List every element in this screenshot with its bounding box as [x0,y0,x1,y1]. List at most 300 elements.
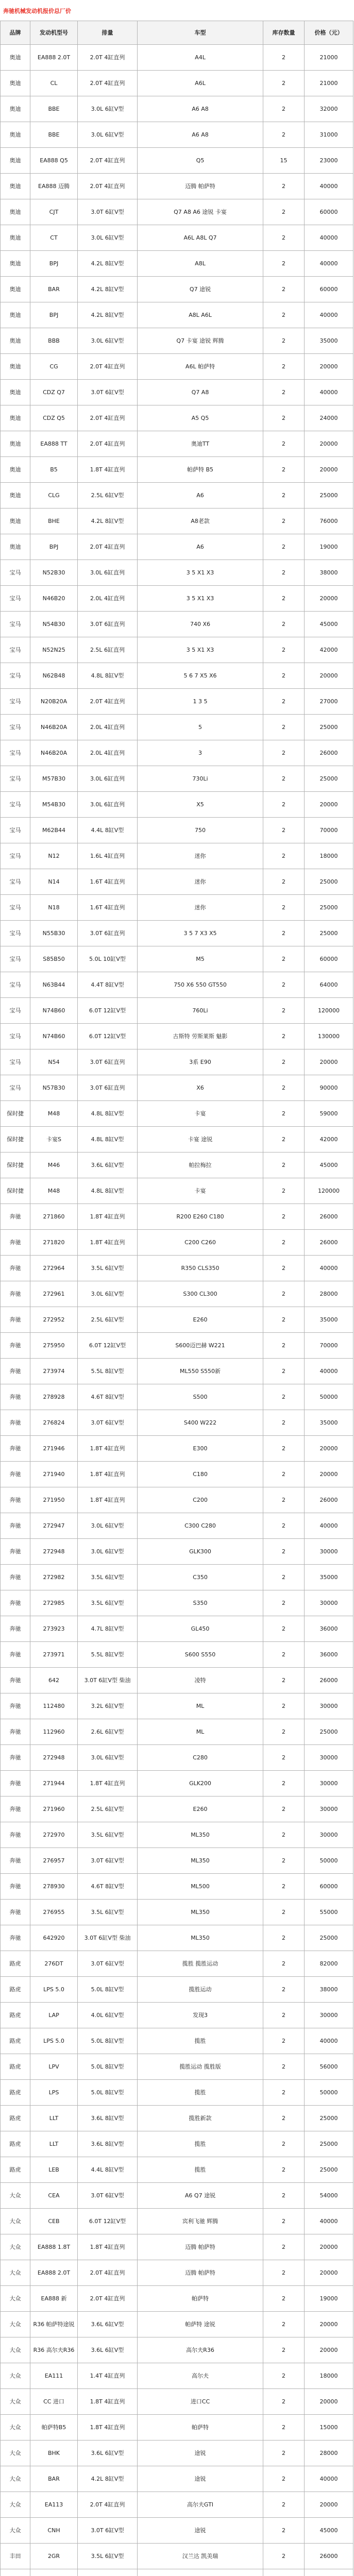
table-row [1,2312,353,2337]
cell-brand: 保时捷 [1,1101,30,1127]
cell-price: 21000 [305,45,353,71]
cell-displacement: 1.4T 4缸直列 [78,2363,138,2389]
cell-car-models: GL450 [138,1616,263,1642]
cell-stock: 2 [263,2157,305,2183]
cell-car-models: E260 [138,1307,263,1333]
cell-displacement: 1.6T 4缸直列 [78,895,138,921]
cell-displacement: 3.0T 6缸直列 [78,921,138,946]
table-row [1,2441,353,2466]
cell-engine-model: CC 进口 [30,2389,78,2415]
price-table [0,21,353,2576]
cell-brand: 奔驰 [1,1436,30,1462]
cell-brand: 奔驰 [1,1487,30,1513]
cell-price: 40000 [305,2209,353,2234]
cell-engine-model: R36 帕萨特途锐 [30,2312,78,2337]
cell-displacement: 6.0T 12缸V型 [78,998,138,1024]
cell-price: 25000 [305,483,353,509]
table-row [1,174,353,199]
cell-brand: 奥迪 [1,174,30,199]
cell-brand: 奔驰 [1,1256,30,1281]
cell-stock: 2 [263,2544,305,2569]
cell-brand: 路虎 [1,2080,30,2106]
cell-engine-model: 112480 [30,1693,78,1719]
cell-stock: 2 [263,1822,305,1848]
cell-stock: 2 [263,174,305,199]
cell-brand: 奔驰 [1,1848,30,1874]
cell-car-models: Q7 途锐 [138,277,263,302]
cell-price: 28000 [305,2441,353,2466]
cell-car-models: 3 5 X1 X3 [138,637,263,663]
cell-brand: 保时捷 [1,1127,30,1153]
cell-price: 20000 [305,2260,353,2286]
cell-car-models: ML550 S550新 [138,1359,263,1384]
cell-stock: 2 [263,2441,305,2466]
table-row [1,328,353,354]
cell-stock: 2 [263,1024,305,1049]
cell-stock: 2 [263,1127,305,1153]
cell-engine-model: 271950 [30,1487,78,1513]
cell-stock: 2 [263,560,305,586]
cell-brand: 宝马 [1,921,30,946]
cell-brand: 宝马 [1,843,30,869]
cell-price: 19000 [305,534,353,560]
cell-displacement: 2.0T 4缸直列 [78,534,138,560]
cell-car-models: 揽胜 揽胜运动 [138,1951,263,1977]
cell-stock: 2 [263,1384,305,1410]
table-row [1,1693,353,1719]
table-row [1,2389,353,2415]
cell-engine-model: EA888 TT [30,431,78,457]
cell-brand: 奔驰 [1,1204,30,1230]
cell-engine-model: CEA [30,2183,78,2209]
cell-car-models: ML [138,1693,263,1719]
cell-car-models: Q7 A8 [138,380,263,405]
cell-car-models: 途锐 [138,2466,263,2492]
cell-price [305,2569,353,2576]
cell-price: 25000 [305,2131,353,2157]
table-row [1,1024,353,1049]
table-row [1,637,353,663]
cell-engine-model: CG [30,354,78,380]
cell-car-models: A6L [138,71,263,96]
cell-engine-model: LPS [30,2080,78,2106]
cell-price: 90000 [305,1075,353,1101]
cell-stock: 2 [263,715,305,740]
cell-stock: 2 [263,946,305,972]
cell-brand: 奔驰 [1,1359,30,1384]
cell-stock: 2 [263,1590,305,1616]
cell-displacement: 5.5L 8缸V型 [78,1359,138,1384]
cell-brand: 奥迪 [1,405,30,431]
cell-displacement: 4.8L 8缸V型 [78,1178,138,1204]
cell-stock: 2 [263,2466,305,2492]
cell-brand: 宝马 [1,637,30,663]
cell-stock: 2 [263,199,305,225]
cell-price: 26000 [305,740,353,766]
header-displacement: 排量 [78,21,138,45]
cell-stock: 2 [263,1153,305,1178]
cell-price: 30000 [305,1745,353,1771]
cell-brand: 宝马 [1,895,30,921]
cell-brand: 奔驰 [1,1925,30,1951]
cell-brand: 奔驰 [1,1307,30,1333]
cell-car-models: A4L [138,45,263,71]
cell-brand: 奥迪 [1,509,30,534]
cell-car-models: 3 [138,740,263,766]
cell-engine-model: 276955 [30,1900,78,1925]
cell-engine-model: CEB [30,2209,78,2234]
cell-engine-model: N14 [30,869,78,895]
cell-stock: 2 [263,1745,305,1771]
cell-brand: 奔驰 [1,1822,30,1848]
cell-stock: 2 [263,2234,305,2260]
cell-brand: 奥迪 [1,199,30,225]
cell-car-models: A8L A6L [138,302,263,328]
cell-car-models: ML [138,1719,263,1745]
cell-displacement: 3.0L 6缸V型 [78,122,138,148]
table-row [1,45,353,71]
cell-stock: 2 [263,225,305,251]
cell-car-models: Q5 [138,148,263,174]
cell-brand: 奥迪 [1,251,30,277]
cell-price: 28000 [305,1281,353,1307]
cell-stock: 2 [263,1359,305,1384]
cell-stock: 2 [263,328,305,354]
cell-stock: 2 [263,843,305,869]
cell-price: 35000 [305,328,353,354]
table-row [1,2544,353,2569]
cell-car-models: 1 3 5 [138,689,263,715]
cell-displacement: 3.6L 6缸V型 [78,1153,138,1178]
page-title: 奔驰机械发动机报价总厂价 [3,8,71,14]
table-row [1,1951,353,1977]
cell-displacement: 1.8T 4缸直列 [78,1436,138,1462]
cell-engine-model: EA888 2.0T [30,45,78,71]
cell-car-models: 卡宴 [138,1178,263,1204]
cell-car-models: 奥迪TT [138,431,263,457]
cell-price: 20000 [305,2492,353,2518]
cell-brand: 奔驰 [1,1616,30,1642]
cell-car-models: S400 W222 [138,1410,263,1436]
cell-engine-model: 278928 [30,1384,78,1410]
cell-car-models: R200 E260 C180 [138,1204,263,1230]
cell-stock: 2 [263,96,305,122]
cell-brand: 路虎 [1,1977,30,2003]
cell-brand: 奔驰 [1,1874,30,1900]
cell-price: 20000 [305,2312,353,2337]
cell-price: 19000 [305,2286,353,2312]
cell-engine-model: 273971 [30,1642,78,1668]
cell-brand: 大众 [1,2441,30,2466]
cell-car-models: A5 Q5 [138,405,263,431]
table-row [1,1874,353,1900]
cell-car-models: C350 [138,1565,263,1590]
cell-displacement: 3.0L 6缸V型 [78,1513,138,1539]
cell-car-models: 3 5 7 X3 X5 [138,921,263,946]
cell-brand: 路虎 [1,2054,30,2080]
cell-displacement: 4.8L 8缸V型 [78,1101,138,1127]
cell-stock [263,2569,305,2576]
cell-stock: 2 [263,766,305,792]
cell-price: 50000 [305,1848,353,1874]
cell-engine-model: N55B30 [30,921,78,946]
table-row [1,1487,353,1513]
cell-price: 26000 [305,1668,353,1693]
cell-price: 18000 [305,843,353,869]
cell-displacement: 2.0T 4缸直列 [78,2492,138,2518]
cell-price: 30000 [305,1797,353,1822]
cell-price: 26000 [305,2544,353,2569]
cell-displacement: 3.0T 6缸直列 [78,1075,138,1101]
cell-displacement: 2.0T 4缸直列 [78,405,138,431]
cell-price: 35000 [305,1410,353,1436]
table-row [1,2003,353,2028]
cell-price: 20000 [305,431,353,457]
cell-stock: 2 [263,1797,305,1822]
cell-engine-model: EA888 新 [30,2286,78,2312]
table-row [1,560,353,586]
cell-car-models: X5 [138,792,263,818]
cell-stock: 2 [263,998,305,1024]
cell-brand: 宝马 [1,715,30,740]
cell-stock: 2 [263,818,305,843]
cell-engine-model: 642920 [30,1925,78,1951]
table-row [1,1333,353,1359]
cell-price: 40000 [305,2466,353,2492]
cell-displacement: 3.0T 6缸V型 [78,2183,138,2209]
cell-engine-model: N46B20A [30,740,78,766]
table-row [1,122,353,148]
cell-price: 35000 [305,1565,353,1590]
cell-displacement: 3.5L 6缸V型 [78,2544,138,2569]
cell-displacement: 4.4T 8缸V型 [78,972,138,998]
cell-engine-model: BBE [30,122,78,148]
cell-stock: 2 [263,1436,305,1462]
cell-price: 25000 [305,2106,353,2131]
cell-stock: 2 [263,509,305,534]
cell-engine-model: BPJ [30,302,78,328]
cell-displacement: 5.5L 8缸V型 [78,1642,138,1668]
cell-brand: 奔驰 [1,1719,30,1745]
cell-car-models: ML350 [138,1925,263,1951]
cell-car-models: C180 [138,1462,263,1487]
cell-displacement: 2.0L 4缸直列 [78,715,138,740]
cell-engine-model: 271960 [30,1797,78,1822]
cell-engine-model: 卡宴S [30,1127,78,1153]
cell-engine-model: N18 [30,895,78,921]
header-stock: 库存数量 [263,21,305,45]
cell-displacement: 3.0L 6缸直列 [78,766,138,792]
cell-stock: 2 [263,483,305,509]
cell-engine-model: 278930 [30,1874,78,1900]
cell-car-models: 揽胜 [138,2131,263,2157]
cell-displacement: 2.5L 6缸V型 [78,1797,138,1822]
table-row [1,1797,353,1822]
table-row [1,1075,353,1101]
cell-engine-model: LPV [30,2054,78,2080]
table-row [1,1590,353,1616]
cell-engine-model: 272948 [30,1745,78,1771]
cell-displacement: 3.0L 6缸V型 [78,1745,138,1771]
cell-displacement: 2.5L 6缸直列 [78,637,138,663]
cell-stock: 2 [263,740,305,766]
cell-displacement: 3.0L 6缸V型 [78,96,138,122]
cell-car-models: GLK300 [138,1539,263,1565]
table-row [1,1539,353,1565]
cell-price: 25000 [305,869,353,895]
cell-price: 26000 [305,1204,353,1230]
cell-engine-model: CLG [30,483,78,509]
cell-engine-model: N54B30 [30,612,78,637]
cell-car-models: A6L A8L Q7 [138,225,263,251]
cell-car-models: A6 [138,483,263,509]
cell-car-models: S600 S550 [138,1642,263,1668]
cell-car-models: 揽胜新款 [138,2106,263,2131]
table-row [1,2286,353,2312]
cell-brand: 奔驰 [1,1771,30,1797]
cell-engine-model: 271860 [30,1204,78,1230]
cell-stock: 2 [263,2492,305,2518]
cell-stock: 2 [263,1719,305,1745]
cell-displacement: 3.6L 8缸V型 [78,2106,138,2131]
cell-car-models: 途锐 [138,2518,263,2544]
cell-stock: 2 [263,612,305,637]
table-row [1,972,353,998]
cell-engine-model: 276824 [30,1410,78,1436]
cell-price: 40000 [305,380,353,405]
cell-displacement: 3.6L 8缸V型 [78,2131,138,2157]
cell-stock: 2 [263,1307,305,1333]
cell-stock: 2 [263,1771,305,1797]
cell-engine-model: N62B48 [30,663,78,689]
table-row [1,792,353,818]
cell-engine-model: 272948 [30,1539,78,1565]
cell-stock: 2 [263,2415,305,2441]
cell-engine-model: LPS 5.0 [30,1977,78,2003]
cell-car-models: 古斯特 劳斯莱斯 魅影 [138,1024,263,1049]
cell-stock: 2 [263,1925,305,1951]
table-row [1,689,353,715]
cell-engine-model: CL [30,71,78,96]
cell-stock: 2 [263,380,305,405]
table-row [1,612,353,637]
cell-engine-model: M46 [30,1153,78,1178]
cell-engine-model: BAR [30,2466,78,2492]
cell-stock: 2 [263,1075,305,1101]
cell-displacement: 5.0L 8缸V型 [78,2080,138,2106]
cell-car-models: A6 [138,534,263,560]
cell-car-models: 5 [138,715,263,740]
cell-car-models: A6 A8 [138,96,263,122]
cell-price: 42000 [305,1127,353,1153]
cell-car-models: 迷你 [138,843,263,869]
cell-engine-model: M48 [30,1178,78,1204]
cell-brand: 奥迪 [1,225,30,251]
cell-car-models: 揽胜 [138,2028,263,2054]
cell-engine-model: 272961 [30,1281,78,1307]
table-row [1,921,353,946]
cell-price: 50000 [305,1384,353,1410]
cell-brand: 奥迪 [1,302,30,328]
cell-brand: 宝马 [1,1049,30,1075]
cell-stock: 2 [263,586,305,612]
table-row [1,1307,353,1333]
cell-brand: 奥迪 [1,122,30,148]
cell-price: 20000 [305,2389,353,2415]
cell-engine-model: 272982 [30,1565,78,1590]
cell-stock: 2 [263,1668,305,1693]
cell-displacement: 1.8T 4缸直列 [78,1230,138,1256]
cell-price: 30000 [305,2003,353,2028]
cell-brand: 大众 [1,2466,30,2492]
cell-engine-model: LEB [30,2157,78,2183]
table-row [1,302,353,328]
cell-displacement: 3.6L 6缸V型 [78,2337,138,2363]
cell-price: 24000 [305,405,353,431]
cell-engine-model: EA113 [30,2492,78,2518]
cell-brand: 路虎 [1,2131,30,2157]
cell-brand: 路虎 [1,2106,30,2131]
cell-brand: 大众 [1,2518,30,2544]
cell-car-models: S500 [138,1384,263,1410]
cell-displacement: 4.2L 8缸V型 [78,302,138,328]
cell-car-models: ML350 [138,1848,263,1874]
cell-brand: 奥迪 [1,96,30,122]
cell-car-models: C200 C260 [138,1230,263,1256]
cell-car-models: 进口CC [138,2389,263,2415]
cell-engine-model: 272970 [30,1822,78,1848]
table-row [1,2337,353,2363]
cell-brand: 奥迪 [1,483,30,509]
cell-car-models: GLK200 [138,1771,263,1797]
cell-car-models: 迈腾 帕萨特 [138,2260,263,2286]
table-row [1,1256,353,1281]
cell-car-models: 帕萨特 B5 [138,457,263,483]
table-row [1,1230,353,1256]
cell-stock: 2 [263,2106,305,2131]
cell-price: 40000 [305,174,353,199]
cell-engine-model: M48 [30,1101,78,1127]
cell-displacement: 4.8L 8缸V型 [78,1127,138,1153]
cell-car-models: 途锐 [138,2441,263,2466]
cell-engine-model: BPJ [30,534,78,560]
cell-stock: 2 [263,534,305,560]
cell-brand: 宝马 [1,792,30,818]
cell-brand: 奔驰 [1,1230,30,1256]
cell-displacement: 2.0T 4缸直列 [78,431,138,457]
table-row [1,2260,353,2286]
table-row [1,71,353,96]
cell-engine-model: BBE [30,96,78,122]
cell-displacement: 2.0T 4缸直列 [78,2286,138,2312]
table-row [1,225,353,251]
cell-engine-model: N52N25 [30,637,78,663]
table-row [1,1822,353,1848]
cell-displacement: 2.0T 4缸直列 [78,71,138,96]
cell-price: 60000 [305,199,353,225]
cell-engine-model: EA111 [30,2363,78,2389]
cell-price: 30000 [305,1822,353,1848]
cell-stock: 2 [263,1101,305,1127]
table-row [1,818,353,843]
cell-stock: 2 [263,972,305,998]
cell-engine-model: M62B44 [30,818,78,843]
cell-displacement: 4.8L 8缸V型 [78,663,138,689]
table-row [1,715,353,740]
table-row [1,1359,353,1384]
cell-displacement: 3.0L 6缸直列 [78,560,138,586]
cell-stock: 2 [263,1565,305,1590]
